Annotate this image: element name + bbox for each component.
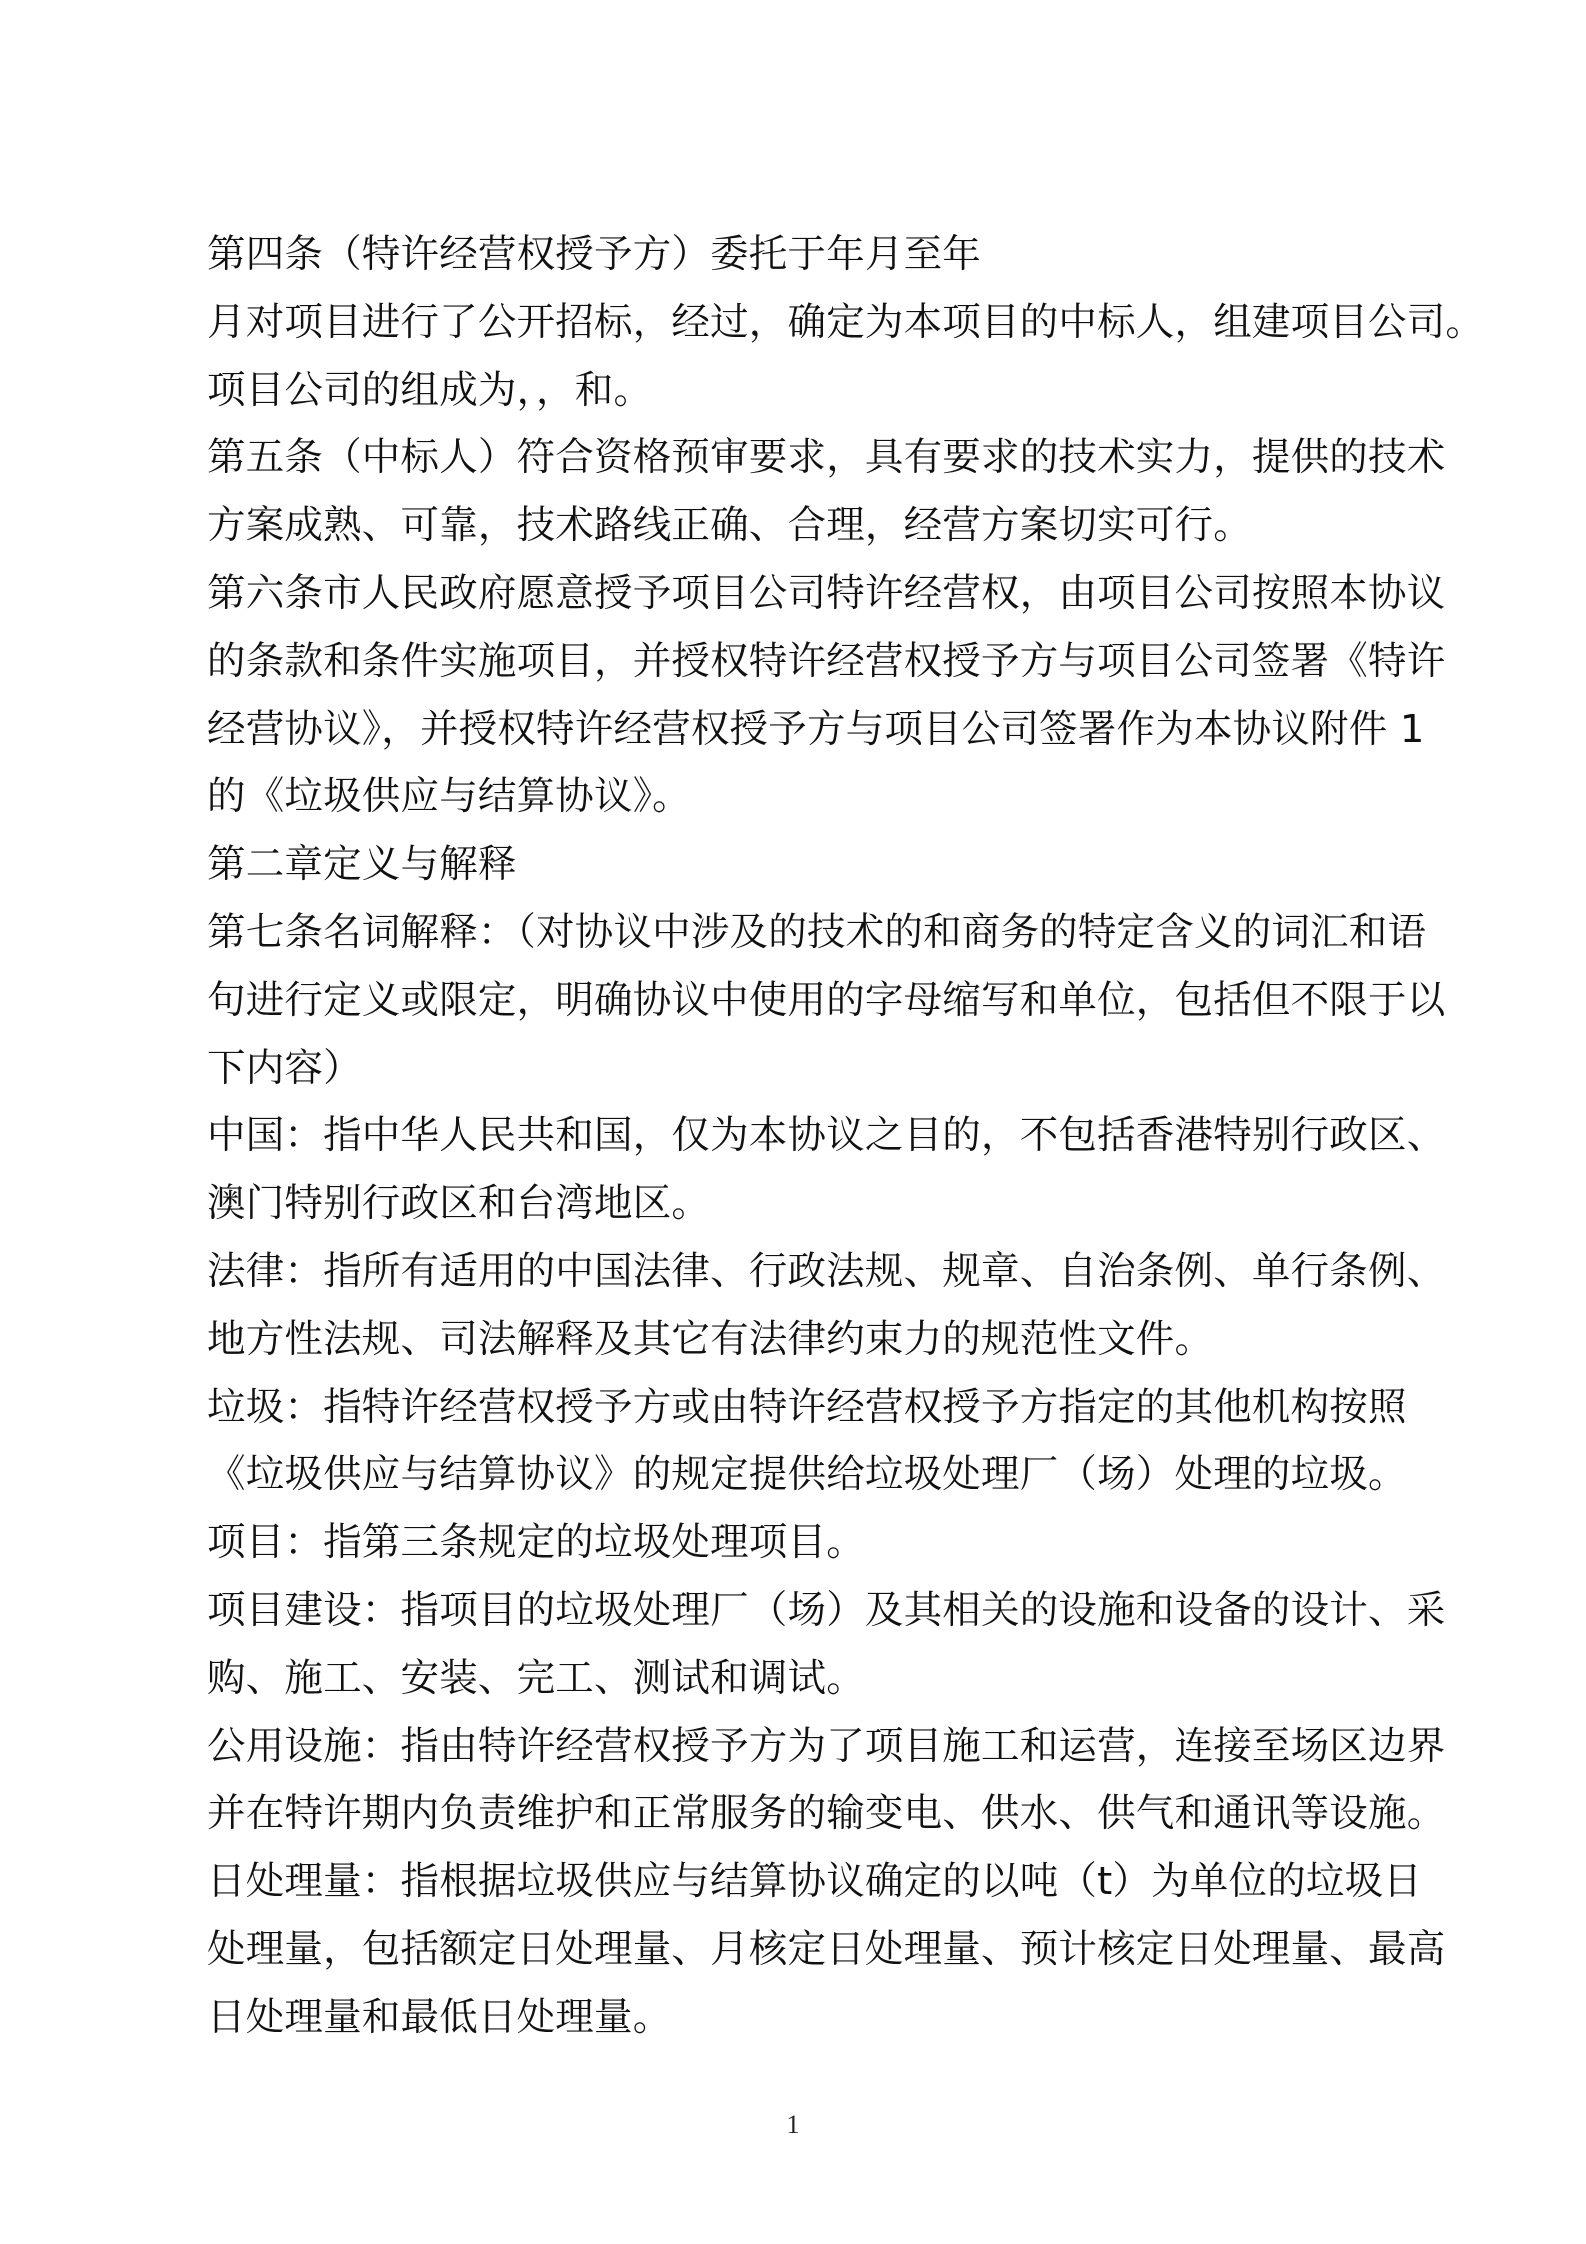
text-line: 项目建设：指项目的垃圾处理厂（场）及其相关的设施和设备的设计、采	[207, 1587, 1446, 1633]
text-line: 下内容）	[207, 1045, 362, 1091]
text-line: 第五条（中标人）符合资格预审要求，具有要求的技术实力，提供的技术	[207, 435, 1446, 481]
text-line: 《垃圾供应与结算协议》的规定提供给垃圾处理厂（场）处理的垃圾。	[207, 1452, 1407, 1498]
text-line: 项目公司的组成为，，和。	[207, 367, 653, 413]
text-line: 第六条市人民政府愿意授予项目公司特许经营权，由项目公司按照本协议	[207, 570, 1446, 616]
text-line: 月对项目进行了公开招标，经过，确定为本项目的中标人，组建项目公司。	[207, 299, 1485, 345]
text-line: 的条款和条件实施项目，并授权特许经营权授予方与项目公司签署《特许	[207, 638, 1446, 684]
text-line: 方案成熟、可靠，技术路线正确、合理，经营方案切实可行。	[207, 503, 1252, 549]
text-line: 第四条（特许经营权授予方）委托于年月至年	[207, 232, 982, 277]
text-line: 并在特许期内负责维护和正常服务的输变电、供水、供气和通讯等设施。	[207, 1791, 1446, 1837]
text-line: 公用设施：指由特许经营权授予方为了项目施工和运营，连接至场区边界	[207, 1723, 1446, 1769]
text-line: 句进行定义或限定，明确协议中使用的字母缩写和单位，包括但不限于以	[207, 977, 1446, 1023]
text-line: 经营协议》，并授权特许经营权授予方与项目公司签署作为本协议附件 1	[207, 706, 1425, 752]
text-line: 中国：指中华人民共和国，仅为本协议之目的，不包括香港特别行政区、	[207, 1113, 1446, 1159]
text-line: 购、施工、安装、完工、测试和调试。	[207, 1655, 865, 1701]
text-line: 地方性法规、司法解释及其它有法律约束力的规范性文件。	[207, 1316, 1214, 1362]
page-number: 1	[786, 2110, 800, 2139]
text-line: 项目：指第三条规定的垃圾处理项目。	[207, 1520, 865, 1566]
text-line: 日处理量和最低日处理量。	[207, 1994, 672, 2040]
text-line: 日处理量：指根据垃圾供应与结算协议确定的以吨（t）为单位的垃圾日	[207, 1859, 1422, 1905]
text-line: 第七条名词解释：（对协议中涉及的技术的和商务的特定含义的词汇和语	[207, 909, 1427, 955]
chapter-heading: 第二章定义与解释	[207, 842, 517, 888]
text-line: 澳门特别行政区和台湾地区。	[207, 1181, 711, 1227]
text-line: 的《垃圾供应与结算协议》。	[207, 774, 691, 820]
document-body	[207, 221, 1485, 2052]
text-line: 法律：指所有适用的中国法律、行政法规、规章、自治条例、单行条例、	[207, 1248, 1446, 1294]
text-line: 处理量，包括额定日处理量、月核定日处理量、预计核定日处理量、最高	[207, 1926, 1446, 1972]
text-line: 垃圾：指特许经营权授予方或由特许经营权授予方指定的其他机构按照	[207, 1384, 1407, 1430]
